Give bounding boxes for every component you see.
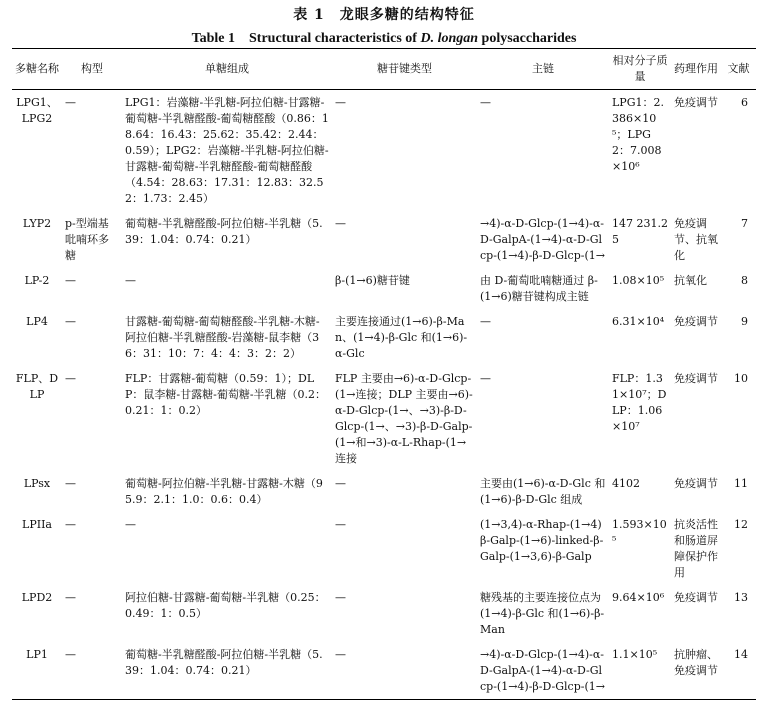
cell-mono: 葡萄糖-半乳糖醛酸-阿拉伯糖-半乳糖（5.39：1.04：0.74：0.21） bbox=[125, 217, 323, 246]
cell-chain: →4)-α-D-Glcp-(1→4)-α-D-GalpA-(1→4)-α-D-Glcp-(1→4)-β-D-Glcp-(1→ bbox=[477, 642, 609, 700]
cell-mw: 6.31×10⁴ bbox=[612, 315, 665, 328]
table-row bbox=[12, 512, 756, 585]
header-mw: 相对分子质量 bbox=[609, 49, 671, 90]
cell-linkage: — bbox=[335, 518, 346, 531]
cell-config: p-型端基吡喃环多糖 bbox=[65, 217, 109, 262]
structure-table bbox=[12, 48, 756, 700]
cell-effect: 抗炎活性和肠道屏障保护作用 bbox=[674, 518, 718, 579]
cell-ref: 8 bbox=[741, 274, 748, 287]
table-row bbox=[12, 90, 756, 212]
table-caption-english bbox=[0, 27, 768, 47]
cell-mw: 147 231.25 bbox=[612, 217, 668, 246]
cell-effect: 免疫调节 bbox=[674, 477, 718, 490]
cell-mono: — bbox=[125, 518, 136, 531]
cell-config: — bbox=[65, 274, 76, 287]
cell-chain: — bbox=[480, 96, 491, 109]
header-mono: 单糖组成 bbox=[122, 49, 332, 90]
table-row bbox=[12, 642, 756, 700]
header-chain: 主链 bbox=[477, 49, 609, 90]
cell-name: LPD2 bbox=[21, 591, 53, 604]
header-config: 构型 bbox=[62, 49, 122, 90]
table-row bbox=[12, 471, 756, 512]
table-header-row bbox=[12, 49, 756, 90]
cell-linkage: — bbox=[335, 591, 346, 604]
cell-linkage: — bbox=[335, 477, 346, 490]
table-row bbox=[12, 211, 756, 268]
cell-linkage: — bbox=[335, 217, 346, 230]
cell-name: LYP2 bbox=[22, 217, 52, 230]
cell-config: — bbox=[65, 477, 76, 490]
cell-mw: 9.64×10⁶ bbox=[612, 591, 665, 604]
cell-mono: 葡萄糖-半乳糖醛酸-阿拉伯糖-半乳糖（5.39：1.04：0.74：0.21） bbox=[122, 642, 332, 700]
cell-name: LPG1、LPG2 bbox=[16, 96, 58, 125]
cell-ref: 9 bbox=[741, 315, 748, 328]
cell-effect: 免疫调节 bbox=[674, 315, 718, 328]
table-row bbox=[12, 268, 756, 309]
cell-effect: 免疫调节 bbox=[674, 372, 718, 385]
cell-name: LP4 bbox=[26, 315, 48, 328]
cell-chain: 糖残基的主要连接位点为(1→4)-β-Glc 和(1→6)-β-Man bbox=[480, 591, 605, 636]
cell-chain: (1→3,4)-α-Rhap-(1→4)β-Galp-(1→6)-linked-β-Galp-(1→3,6)-β-Galp bbox=[480, 518, 604, 563]
cell-config: — bbox=[65, 96, 76, 109]
cell-mw: 4102 bbox=[612, 477, 640, 490]
cell-config: — bbox=[65, 518, 76, 531]
cell-ref: 6 bbox=[741, 96, 748, 109]
cell-mono: FLP：甘露糖-葡萄糖（0.59：1）；DLP：鼠李糖-甘露糖-葡萄糖-半乳糖（0.2：0.21：1：0.2） bbox=[125, 372, 327, 417]
cell-config: — bbox=[65, 315, 76, 328]
table-caption-chinese: 表 1 龙眼多糖的结构特征 bbox=[293, 7, 475, 23]
cell-mono: 阿拉伯糖-甘露糖-葡萄糖-半乳糖（0.25：0.49：1：0.5） bbox=[125, 591, 326, 620]
cell-chain: 主要由(1→6)-α-D-Glc 和(1→6)-β-D-Glc 组成 bbox=[480, 477, 606, 506]
caption-species: D. longan bbox=[420, 31, 479, 46]
cell-chain: — bbox=[480, 372, 491, 385]
cell-ref: 14 bbox=[721, 642, 756, 700]
table-row bbox=[12, 309, 756, 366]
cell-mono: LPG1：岩藻糖-半乳糖-阿拉伯糖-甘露糖-葡萄糖-半乳糖醛酸-葡萄糖醛酸（0.86：18.64：16.43：25.62：35.42：2.44：0.59）；LPG2：岩藻糖-半乳糖-阿拉伯糖-甘露糖-葡萄糖-半乳糖醛酸-葡萄糖醛酸（4.54：28.63：17.31：12.83：32.52：1.73：2.45） bbox=[125, 96, 329, 205]
header-linkage: 糖苷键类型 bbox=[332, 49, 477, 90]
cell-ref: 7 bbox=[741, 217, 748, 230]
caption-prefix: Table 1 Structural characteristics of bbox=[191, 31, 421, 46]
cell-linkage: — bbox=[332, 642, 477, 700]
cell-ref: 10 bbox=[734, 372, 748, 385]
cell-effect: 免疫调节、抗氧化 bbox=[674, 217, 718, 262]
cell-ref: 13 bbox=[734, 591, 748, 604]
cell-linkage: β-(1→6)糖苷键 bbox=[335, 274, 410, 287]
cell-effect: 抗肿瘤、免疫调节 bbox=[671, 642, 721, 700]
cell-name: LP-2 bbox=[24, 274, 50, 287]
cell-chain: — bbox=[480, 315, 491, 328]
cell-name: LP1 bbox=[12, 642, 62, 700]
cell-effect: 抗氧化 bbox=[674, 274, 707, 287]
cell-name: LPIIa bbox=[22, 518, 52, 531]
cell-config: — bbox=[65, 591, 76, 604]
cell-chain: 由 D-葡萄吡喃糖通过 β-(1→6)糖苷键构成主链 bbox=[480, 274, 598, 303]
header-name: 多糖名称 bbox=[12, 49, 62, 90]
cell-ref: 12 bbox=[734, 518, 748, 531]
cell-effect: 免疫调节 bbox=[674, 96, 718, 109]
cell-mw: FLP：1.31×10⁷；DLP：1.06×10⁷ bbox=[612, 372, 667, 433]
cell-linkage: 主要连接通过(1→6)-β-Man、(1→4)-β-Glc 和(1→6)-α-Glc bbox=[335, 315, 468, 360]
cell-name: LPsx bbox=[23, 477, 51, 490]
cell-config: — bbox=[62, 642, 122, 700]
header-effect: 药理作用 bbox=[671, 49, 721, 90]
cell-mono: 葡萄糖-阿拉伯糖-半乳糖-甘露糖-木糖（95.9：2.1：1.0：0.6：0.4） bbox=[125, 477, 323, 506]
cell-chain: →4)-α-D-Glcp-(1→4)-α-D-GalpA-(1→4)-α-D-Glcp-(1→4)-β-D-Glcp-(1→ bbox=[480, 217, 605, 262]
cell-name: FLP、DLP bbox=[15, 372, 59, 401]
header-ref: 文献 bbox=[721, 49, 756, 90]
cell-ref: 11 bbox=[734, 477, 748, 490]
cell-linkage: — bbox=[335, 96, 346, 109]
cell-mono: 甘露糖-葡萄糖-葡萄糖醛酸-半乳糖-木糖-阿拉伯糖-半乳糖醛酸-岩藻糖-鼠李糖（36：31：10：7：4：4：3：2：2） bbox=[125, 315, 320, 360]
cell-linkage: FLP 主要由→6)-α-D-Glcp-(1→连接；DLP 主要由→6)-α-D-Glcp-(1→、→3)-β-D-Glcp-(1→、→3)-β-D-Galp-(1→和→3)-α-L-Rhap-(1→连接 bbox=[335, 372, 473, 465]
cell-mw: 1.593×10⁵ bbox=[612, 518, 667, 547]
cell-mw: 1.1×10⁵ bbox=[609, 642, 671, 700]
cell-config: — bbox=[65, 372, 76, 385]
cell-mw: LPG1：2.386×10⁵；LPG2：7.008×10⁶ bbox=[612, 96, 664, 173]
cell-mw: 1.08×10⁵ bbox=[612, 274, 665, 287]
table-row bbox=[12, 585, 756, 642]
cell-mono: — bbox=[125, 274, 136, 287]
cell-effect: 免疫调节 bbox=[674, 591, 718, 604]
caption-suffix: polysaccharides bbox=[478, 31, 577, 46]
table-row bbox=[12, 366, 756, 471]
